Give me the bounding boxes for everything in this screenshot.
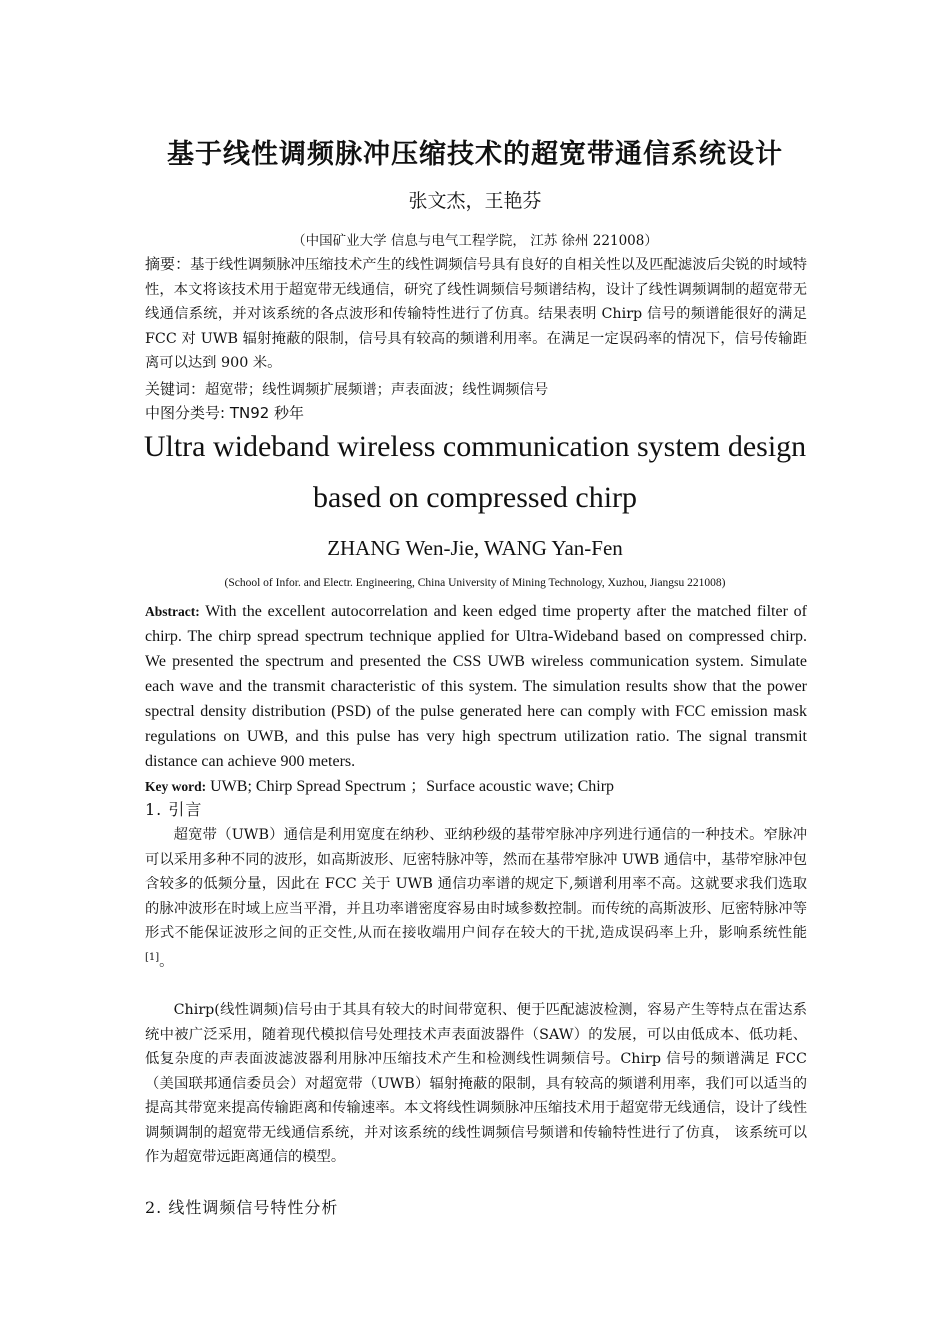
clc-text: 中图分类号: TN92 秒年 bbox=[145, 404, 305, 422]
paragraph-1-text: 超宽带（UWB）通信是利用宽度在纳秒、亚纳秒级的基带窄脉冲序列进行通信的一种技术。窄脉冲可以采用多种不同的波形，如高斯波形、厄密特脉冲等，然而在基带窄脉冲 UWB 通信中，基带窄脉冲包含较多的低频分量，因此在 FCC 关于 UWB 通信功率谱的规定下,频谱利用率不高。这就要求我们选取的脉冲波形在时域上应当平滑，并且功率谱密度容易由时域参数控制。而传统的高斯波形、厄密特脉冲等形式不能保证波形之间的正交性,从而在接收端用户间存在较大的干扰,造成误码率上升，影响系统性能 bbox=[145, 827, 807, 941]
section-2-title: 2. 线性调频信号特性分析 bbox=[145, 1198, 339, 1217]
section-1-heading bbox=[145, 798, 807, 822]
abstract-en-label: Abstract: bbox=[145, 604, 200, 619]
keywords-cn-text: 超宽带；线性调频扩展频谱；声表面波；线性调频信号 bbox=[205, 382, 549, 398]
affiliation-en: (School of Infor. and Electr. Engineering, China University of Mining Technology, Xuzhou, Jiangsu 221008) bbox=[224, 577, 726, 589]
citation-1: [1] bbox=[145, 951, 160, 963]
affiliation-cn: （中国矿业大学 信息与电气工程学院， 江苏 徐州 221008） bbox=[292, 233, 658, 249]
authors-cn: 张文杰，王艳芬 bbox=[408, 190, 542, 212]
abstract-en bbox=[145, 599, 807, 774]
paragraph-1-end: 。 bbox=[159, 953, 174, 970]
abstract-cn-text: 基于线性调频脉冲压缩技术产生的线性调频信号具有良好的自相关性以及匹配滤波后尖锐的时域特性，本文将该技术用于超宽带无线通信，研究了线性调频信号频谱结构，设计了线性调频调制的超宽带无线通信系统，并对该系统的各点波形和传输特性进行了仿真。结果表明 Chirp 信号的频谱能很好的满足 FCC 对 UWB 辐射掩蔽的限制，信号具有较高的频谱利用率。在满足一定误码率的情况下，信号传输距离可以达到 900 米。 bbox=[145, 257, 807, 371]
abstract-cn bbox=[145, 252, 807, 376]
paper-title-en-line2: based on compressed chirp bbox=[312, 481, 638, 514]
keywords-en-label: Key word: bbox=[145, 779, 207, 794]
keywords-cn bbox=[145, 377, 807, 403]
authors-en: ZHANG Wen-Jie, WANG Yan-Fen bbox=[327, 536, 623, 560]
keywords-cn-label: 关键词： bbox=[145, 380, 206, 398]
classification-number bbox=[145, 401, 807, 426]
paragraph-2-text: Chirp(线性调频)信号由于其具有较大的时间带宽积、便于匹配滤波检测，容易产生等特点在雷达系统中被广泛采用，随着现代模拟信号处理技术声表面波器件（SAW）的发展，可以由低成本、低功耗、低复杂度的声表面波滤波器利用脉冲压缩技术产生和检测线性调频信号。Chirp 信号的频谱满足 FCC（美国联邦通信委员会）对超宽带（UWB）辐射掩蔽的限制，具有较高的频谱利用率，我们可以适当的提高其带宽来提高传输距离和传输速率。本文将线性调频脉冲压缩技术用于超宽带无线通信，设计了线性调频调制的超宽带无线通信系统，并对该系统的线性调频信号频谱和传输特性进行了仿真， 该系统可以作为超宽带远距离通信的模型。 bbox=[145, 1002, 807, 1165]
keywords-en-text: UWB; Chirp Spread Spectrum ；Surface acoustic wave; Chirp bbox=[206, 778, 615, 795]
abstract-cn-label: 摘要： bbox=[145, 255, 191, 273]
section-1-paragraph-2 bbox=[145, 998, 807, 1170]
section-2-heading bbox=[145, 1196, 807, 1220]
abstract-en-text: With the excellent autocorrelation and keen edged time property after the matched filter of chirp. The chirp spread spectrum technique applied for Ultra-Wideband based on compressed chirp. We presented the spectrum and presented the CSS UWB wireless communication system. Simulate each wave and the transmit characteristic of this system. The simulation results show that the power spectral density distribution (PSD) of the pulse generated here can comply with FCC emission mask regulations on UWB, and this pulse has very high spectrum utilization ratio. The signal transmit distance can achieve 900 meters. bbox=[145, 603, 807, 770]
paper-title-en-line1: Ultra wideband wireless communication system design bbox=[143, 430, 807, 463]
section-1-title: 1. 引言 bbox=[145, 800, 203, 819]
keywords-en bbox=[145, 774, 807, 799]
paper-title-cn: 基于线性调频脉冲压缩技术的超宽带通信系统设计 bbox=[167, 139, 783, 170]
section-1-paragraph-1 bbox=[145, 823, 807, 974]
